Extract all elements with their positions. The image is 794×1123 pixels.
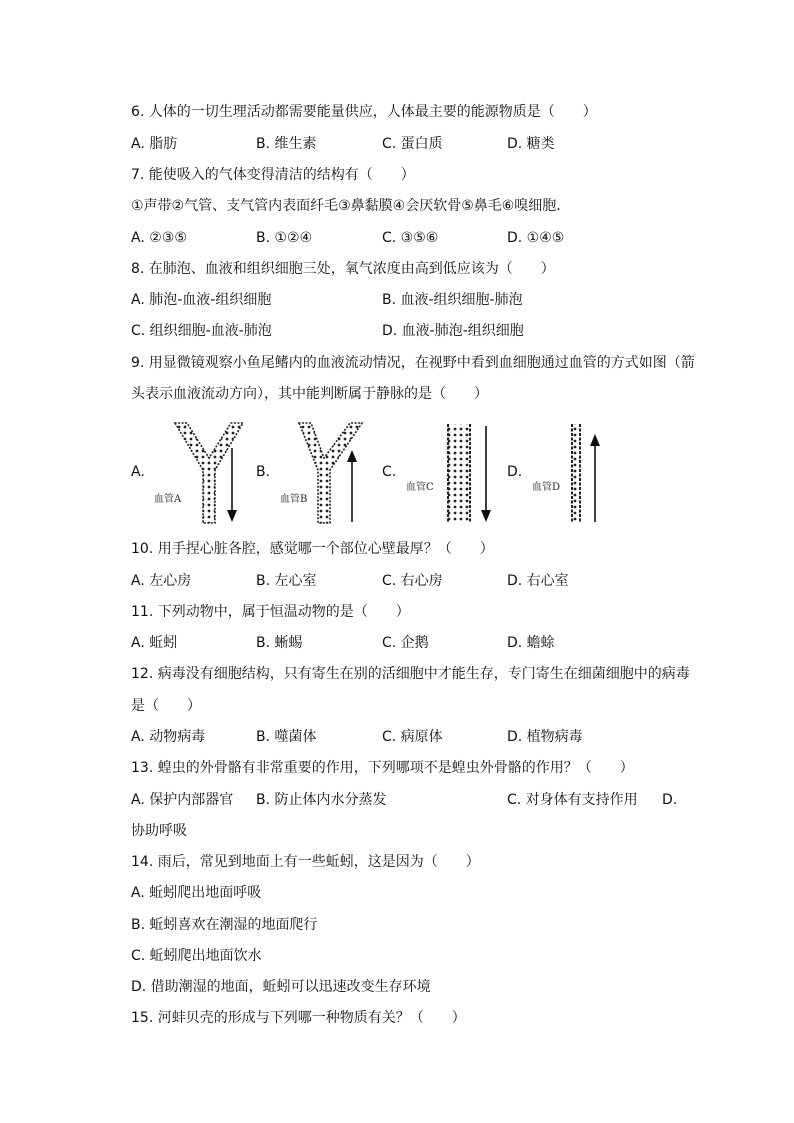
q6-option-d: D. 糖类 — [507, 136, 555, 152]
q11-option-b: B. 蜥蜴 — [256, 635, 303, 651]
q7-option-c: C. ③⑤⑥ — [382, 230, 439, 246]
q8-option-d: D. 血液-肺泡-组织细胞 — [382, 323, 524, 339]
q13-option-b: B. 防止体内水分蒸发 — [256, 792, 387, 808]
q8-option-a: A. 肺泡-血液-组织细胞 — [131, 292, 272, 308]
q11-option-a: A. 蚯蚓 — [131, 635, 178, 651]
q11-option-d: D. 蟾蜍 — [507, 635, 555, 651]
question-7-extra: ①声带②气管、支气管内表面纤毛③鼻黏膜④会厌软骨⑤鼻毛⑥嗅细胞． — [131, 198, 571, 214]
q12-option-d: D. 植物病毒 — [507, 729, 583, 745]
vessel-c-diagram — [440, 420, 500, 526]
question-14-stem: 14. 雨后，常见到地面上有一些蚯蚓，这是因为（ ） — [131, 854, 480, 870]
question-12-stem-line2: 是（ ） — [131, 698, 201, 714]
question-6-stem: 6. 人体的一切生理活动都需要能量供应，人体最主要的能源物质是（ ） — [131, 104, 597, 120]
q11-option-c: C. 企鹅 — [382, 635, 429, 651]
question-7-stem: 7. 能使吸入的气体变得清洁的结构有（ ） — [131, 167, 415, 183]
figure-b-letter: B. — [256, 464, 271, 480]
q6-option-c: C. 蛋白质 — [382, 136, 443, 152]
figure-b-label: 血管B — [280, 494, 308, 505]
q10-option-b: B. 左心室 — [256, 573, 317, 589]
figure-c-letter: C. — [382, 464, 397, 480]
q6-option-a: A. 脂肪 — [131, 136, 178, 152]
question-9-stem-line2: 头表示血液流动方向），其中能判断属于静脉的是（ ） — [131, 386, 488, 402]
q14-option-d: D. 借助潮湿的地面，蚯蚓可以迅速改变生存环境 — [131, 979, 431, 995]
q10-option-d: D. 右心室 — [507, 573, 569, 589]
q8-option-b: B. 血液-组织细胞-肺泡 — [382, 292, 523, 308]
q12-option-c: C. 病原体 — [382, 729, 443, 745]
question-9-stem-line1: 9. 用显微镜观察小鱼尾鳍内的血液流动情况，在视野中看到血细胞通过血管的方式如图（箭 — [131, 355, 695, 371]
q14-option-a: A. 蚯蚓爬出地面呼吸 — [131, 885, 262, 901]
question-15-stem: 15. 河蚌贝壳的形成与下列哪一种物质有关？（ ） — [131, 1010, 466, 1026]
q13-option-c: C. 对身体有支持作用 — [507, 792, 638, 808]
vessel-a-diagram — [170, 418, 250, 526]
question-11-stem: 11. 下列动物中，属于恒温动物的是（ ） — [131, 604, 410, 620]
figure-a-letter: A. — [131, 464, 145, 480]
q10-option-a: A. 左心房 — [131, 573, 192, 589]
question-10-stem: 10. 用手捏心脏各腔，感觉哪一个部位心壁最厚？（ ） — [131, 541, 494, 557]
q12-option-b: B. 噬菌体 — [256, 729, 317, 745]
q7-option-d: D. ①④⑤ — [507, 230, 565, 246]
figure-d-letter: D. — [507, 464, 523, 480]
q7-option-a: A. ②③⑤ — [131, 230, 187, 246]
q12-option-a: A. 动物病毒 — [131, 729, 206, 745]
q13-option-a: A. 保护内部器官 — [131, 792, 234, 808]
q14-option-c: C. 蚯蚓爬出地面饮水 — [131, 948, 262, 964]
figure-a-label: 血管A — [154, 494, 182, 505]
q10-option-c: C. 右心房 — [382, 573, 443, 589]
figure-d-label: 血管D — [532, 482, 561, 493]
q13-option-d-text: 协助呼吸 — [131, 823, 187, 839]
vessel-d-diagram — [566, 420, 610, 526]
q8-option-c: C. 组织细胞-血液-肺泡 — [131, 323, 272, 339]
question-13-stem: 13. 蝗虫的外骨骼有非常重要的作用，下列哪项不是蝗虫外骨骼的作用？（ ） — [131, 760, 634, 776]
q14-option-b: B. 蚯蚓喜欢在潮湿的地面爬行 — [131, 917, 318, 933]
figure-c-label: 血管C — [406, 482, 434, 493]
vessel-b-diagram — [294, 418, 374, 526]
q6-option-b: B. 维生素 — [256, 136, 317, 152]
question-12-stem-line1: 12. 病毒没有细胞结构，只有寄生在别的活细胞中才能生存，专门寄生在细菌细胞中的病毒 — [131, 666, 690, 682]
question-8-stem: 8. 在肺泡、血液和组织细胞三处，氧气浓度由高到低应该为（ ） — [131, 261, 555, 277]
q7-option-b: B. ①②④ — [256, 230, 313, 246]
q13-option-d: D. — [662, 792, 678, 808]
